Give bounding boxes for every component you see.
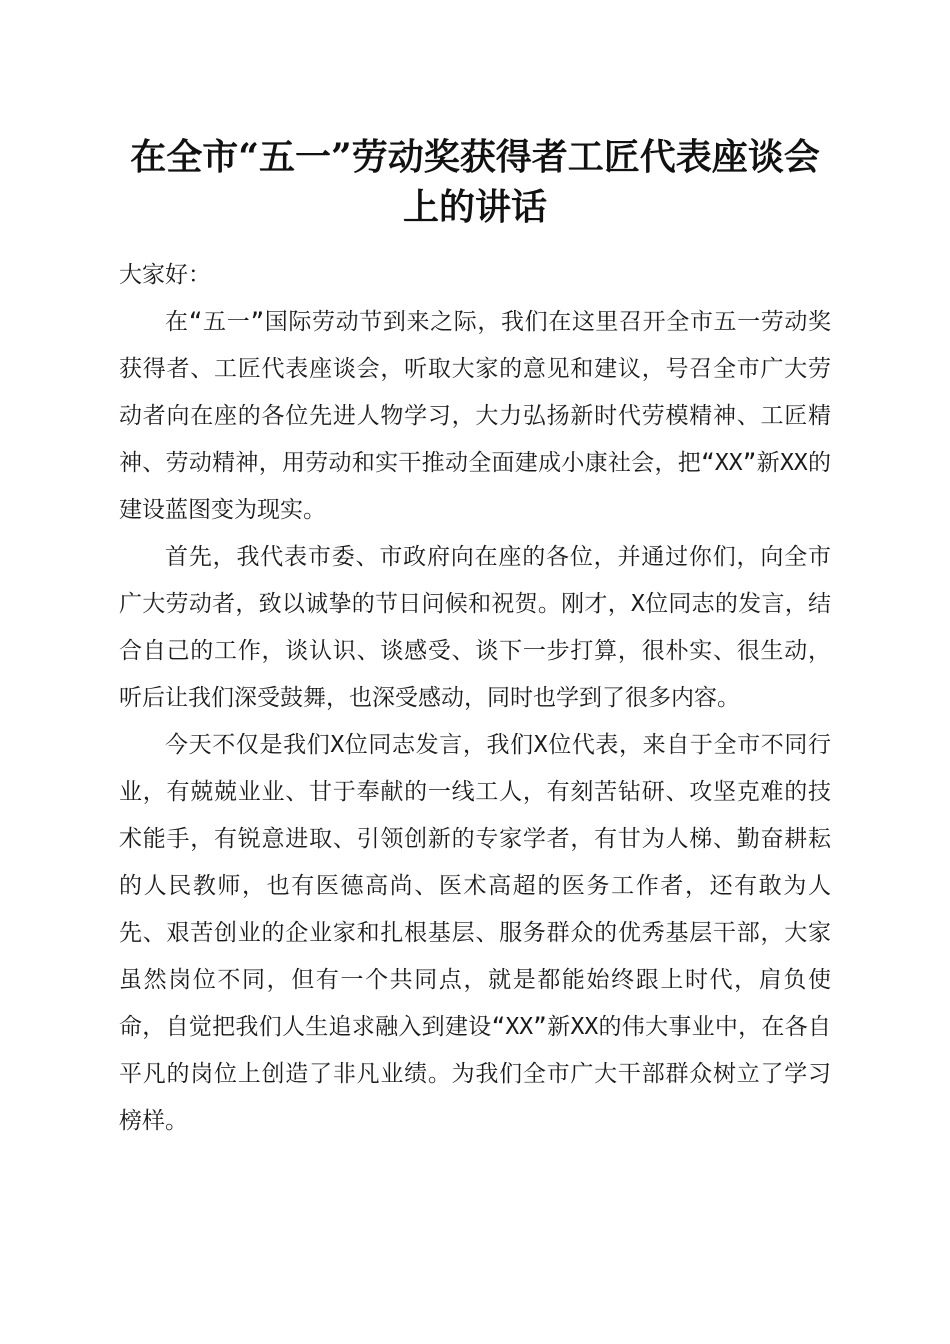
title-line-1: 在全市“五一”劳动奖获得者工匠代表座谈会 [130, 136, 820, 178]
paragraph-3: 今天不仅是我们X位同志发言，我们X位代表，来自于全市不同行业，有兢兢业业、甘于奉献的一线工人，有刻苦钻研、攻坚克难的技术能手，有锐意进取、引领创新的专家学者，有甘为人梯、勤奋耕耘的人民教师，也有医德高尚、医术高超的医务工作者，还有敢为人先、艰苦创业的企业家和扎根基层、服务群众的优秀基层干部，大家虽然岗位不同，但有一个共同点，就是都能始终跟上时代，肩负使命，自觉把我们人生追求融入到建设“XX”新XX的伟大事业中，在各自平凡的岗位上创造了非凡业绩。为我们全市广大干部群众树立了学习榜样。 [119, 732, 831, 1134]
paragraph-2: 首先，我代表市委、市政府向在座的各位，并通过你们，向全市广大劳动者，致以诚挚的节日问候和祝贺。刚才，X位同志的发言，结合自己的工作，谈认识、谈感受、谈下一步打算，很朴实、很生动，听后让我们深受鼓舞，也深受感动，同时也学到了很多内容。 [119, 544, 831, 711]
paragraph-1: 在“五一”国际劳动节到来之际，我们在这里召开全市五一劳动奖获得者、工匠代表座谈会，听取大家的意见和建议，号召全市广大劳动者向在座的各位先进人物学习，大力弘扬新时代劳模精神、工匠精神、劳动精神，用劳动和实干推动全面建成小康社会，把“XX”新XX的建设蓝图变为现实。 [119, 309, 831, 523]
greeting: 大家好： [119, 262, 211, 288]
title-line-2: 上的讲话 [402, 186, 547, 228]
document-title [110, 132, 840, 232]
document-body [119, 252, 831, 1145]
